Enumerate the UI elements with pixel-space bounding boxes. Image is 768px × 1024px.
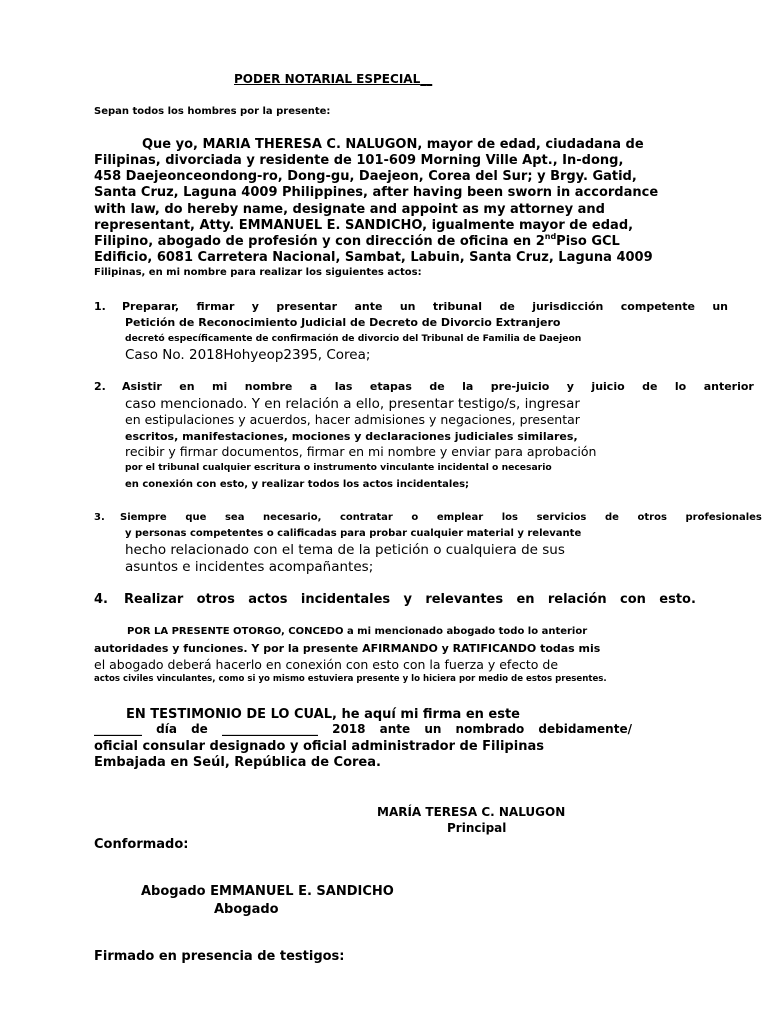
intro-line-4: Santa Cruz, Laguna 4009 Philippines, after having been sworn in accordance <box>94 185 659 200</box>
item-1-line-2: Petición de Reconocimiento Judicial de Decreto de Divorcio Extranjero <box>125 316 561 329</box>
item-4-line-1 <box>124 593 696 606</box>
item-2-line-1 <box>122 381 754 392</box>
day-blank: ________ <box>94 722 142 736</box>
item-1-line-3: decretó específicamente de confirmación de divorcio del Tribunal de Familia de Daejeon <box>125 333 582 344</box>
otorgo-line-1: POR LA PRESENTE OTORGO, CONCEDO a mi mencionado abogado todo lo anterior <box>127 626 588 637</box>
word: presentar <box>276 300 338 313</box>
item-2-number: 2. <box>94 380 106 393</box>
word: y <box>566 380 574 393</box>
word: esto. <box>659 592 696 607</box>
word: actos <box>248 592 288 607</box>
word: o <box>411 512 419 523</box>
word: de <box>429 380 445 393</box>
item-2-line-2: caso mencionado. Y en relación a ello, presentar testigo/s, ingresar <box>125 396 580 412</box>
word: mi <box>212 380 228 393</box>
word: lo <box>674 380 687 393</box>
word: jurisdicción <box>532 300 604 313</box>
intro-line-5: with law, do hereby name, designate and appoint as my attorney and <box>94 202 605 217</box>
intro-line-3: 458 Daejeonceondong-ro, Dong-gu, Daejeon, Corea del Sur; y Brgy. Gatid, <box>94 169 637 184</box>
item-2-line-4: escritos, manifestaciones, mociones y declaraciones judiciales similares, <box>125 430 578 443</box>
testimonio-line-4: Embajada en Seúl, República de Corea. <box>94 755 381 770</box>
word: de <box>604 512 619 523</box>
word: las <box>334 380 353 393</box>
item-3-line-1 <box>120 513 762 523</box>
item-1-line-1 <box>122 301 728 312</box>
word: debidamente/ <box>538 722 632 736</box>
word: juicio <box>591 380 625 393</box>
word: tribunal <box>432 300 483 313</box>
title-text: PODER NOTARIAL ESPECIAL <box>234 72 421 86</box>
word: en <box>516 592 535 607</box>
word: anterior <box>703 380 754 393</box>
item-3-line-3: hecho relacionado con el tema de la petición o cualquiera de sus <box>125 542 565 558</box>
intro-line-7 <box>94 232 620 249</box>
word: contratar <box>339 512 393 523</box>
ordinal-superscript: nd <box>544 232 557 241</box>
word: un <box>712 300 728 313</box>
word: otros <box>637 512 667 523</box>
word: un <box>399 300 416 313</box>
word: con <box>620 592 646 607</box>
word: Preparar, <box>122 300 180 313</box>
word: firmar <box>196 300 235 313</box>
signatory-role: Principal <box>447 821 507 835</box>
intro-line-9: Filipinas, en mi nombre para realizar los siguientes actos: <box>94 267 422 278</box>
word: servicios <box>536 512 587 523</box>
word: 2018 <box>332 722 366 736</box>
word: ante <box>379 722 411 736</box>
attorney-role: Abogado <box>214 902 279 917</box>
word: nombrado <box>455 722 525 736</box>
signatory-name: MARÍA TERESA C. NALUGON <box>377 805 566 819</box>
intro-line-8: Edificio, 6081 Carretera Nacional, Sambat, Labuin, Santa Cruz, Laguna 4009 <box>94 250 653 265</box>
conformado-label: Conformado: <box>94 837 189 852</box>
witnesses-label: Firmado en presencia de testigos: <box>94 949 345 964</box>
testimonio-line-2 <box>94 723 632 735</box>
word: un <box>424 722 442 736</box>
word: a <box>309 380 318 393</box>
intro-line-7-text: Filipino, abogado de profesión y con dirección de oficina en 2 <box>94 234 545 249</box>
word: profesionales <box>685 512 762 523</box>
word: que <box>185 512 207 523</box>
attorney-name: Abogado EMMANUEL E. SANDICHO <box>141 884 394 899</box>
otorgo-line-4: actos civiles vinculantes, como si yo mismo estuviera presente y lo hiciera por medio de estos presentes. <box>94 674 607 684</box>
intro-line-2: Filipinas, divorciada y residente de 101-609 Morning Ville Apt., In-dong, <box>94 153 624 168</box>
intro-line-1: Que yo, MARIA THERESA C. NALUGON, mayor de edad, ciudadana de <box>142 137 644 152</box>
word: de <box>499 300 515 313</box>
word: incidentales <box>300 592 391 607</box>
word: Siempre <box>120 512 167 523</box>
item-2-line-7: en conexión con esto, y realizar todos los actos incidentales; <box>125 479 470 490</box>
word: etapas <box>369 380 412 393</box>
word: ante <box>354 300 383 313</box>
item-2-line-3: en estipulaciones y acuerdos, hacer admisiones y negaciones, presentar <box>125 412 580 427</box>
item-2-line-6: por el tribunal cualquier escritura o instrumento vinculante incidental o necesario <box>125 462 552 473</box>
word: otros <box>196 592 235 607</box>
word: en <box>179 380 195 393</box>
word: competente <box>620 300 695 313</box>
item-1-number: 1. <box>94 300 106 313</box>
word: pre-juicio <box>490 380 550 393</box>
document-title <box>234 73 432 85</box>
word: de <box>191 722 208 736</box>
otorgo-line-3: el abogado deberá hacerlo en conexión con esto con la fuerza y efecto de <box>94 657 559 672</box>
word: Asistir <box>122 380 162 393</box>
word: de <box>642 380 658 393</box>
word: necesario, <box>263 512 322 523</box>
intro-line-6: representant, Atty. EMMANUEL E. SANDICHO, igualmente mayor de edad, <box>94 218 634 233</box>
testimonio-line-3: oficial consular designado y oficial administrador de Filipinas <box>94 739 544 754</box>
item-2-line-5: recibir y firmar documentos, firmar en mi nombre y enviar para aprobación <box>125 444 597 459</box>
item-1-case-number: Caso No. 2018Hohyeop2395, Corea; <box>125 347 371 363</box>
item-3-line-2: y personas competentes o calificadas para probar cualquier material y relevante <box>125 528 582 539</box>
otorgo-line-2: autoridades y funciones. Y por la presente AFIRMANDO y RATIFICANDO todas mis <box>94 642 601 655</box>
word: día <box>156 722 177 736</box>
title-underline-suffix: __ <box>420 72 433 86</box>
word: la <box>462 380 474 393</box>
word: emplear <box>436 512 484 523</box>
word: y <box>251 300 259 313</box>
month-blank: ________________ <box>221 722 318 736</box>
item-3-number: 3. <box>94 512 105 523</box>
word: y <box>403 592 412 607</box>
item-4-number: 4. <box>94 592 108 607</box>
word: relación <box>547 592 607 607</box>
word: los <box>501 512 518 523</box>
word: Realizar <box>124 592 184 607</box>
word: sea <box>224 512 245 523</box>
word: relevantes <box>425 592 504 607</box>
intro-line-7-end: Piso GCL <box>556 234 620 249</box>
word: nombre <box>244 380 293 393</box>
salutation: Sepan todos los hombres por la presente: <box>94 106 331 117</box>
item-3-line-4: asuntos e incidentes acompañantes; <box>125 559 374 575</box>
testimonio-line-1: EN TESTIMONIO DE LO CUAL, he aquí mi firma en este <box>126 707 520 722</box>
